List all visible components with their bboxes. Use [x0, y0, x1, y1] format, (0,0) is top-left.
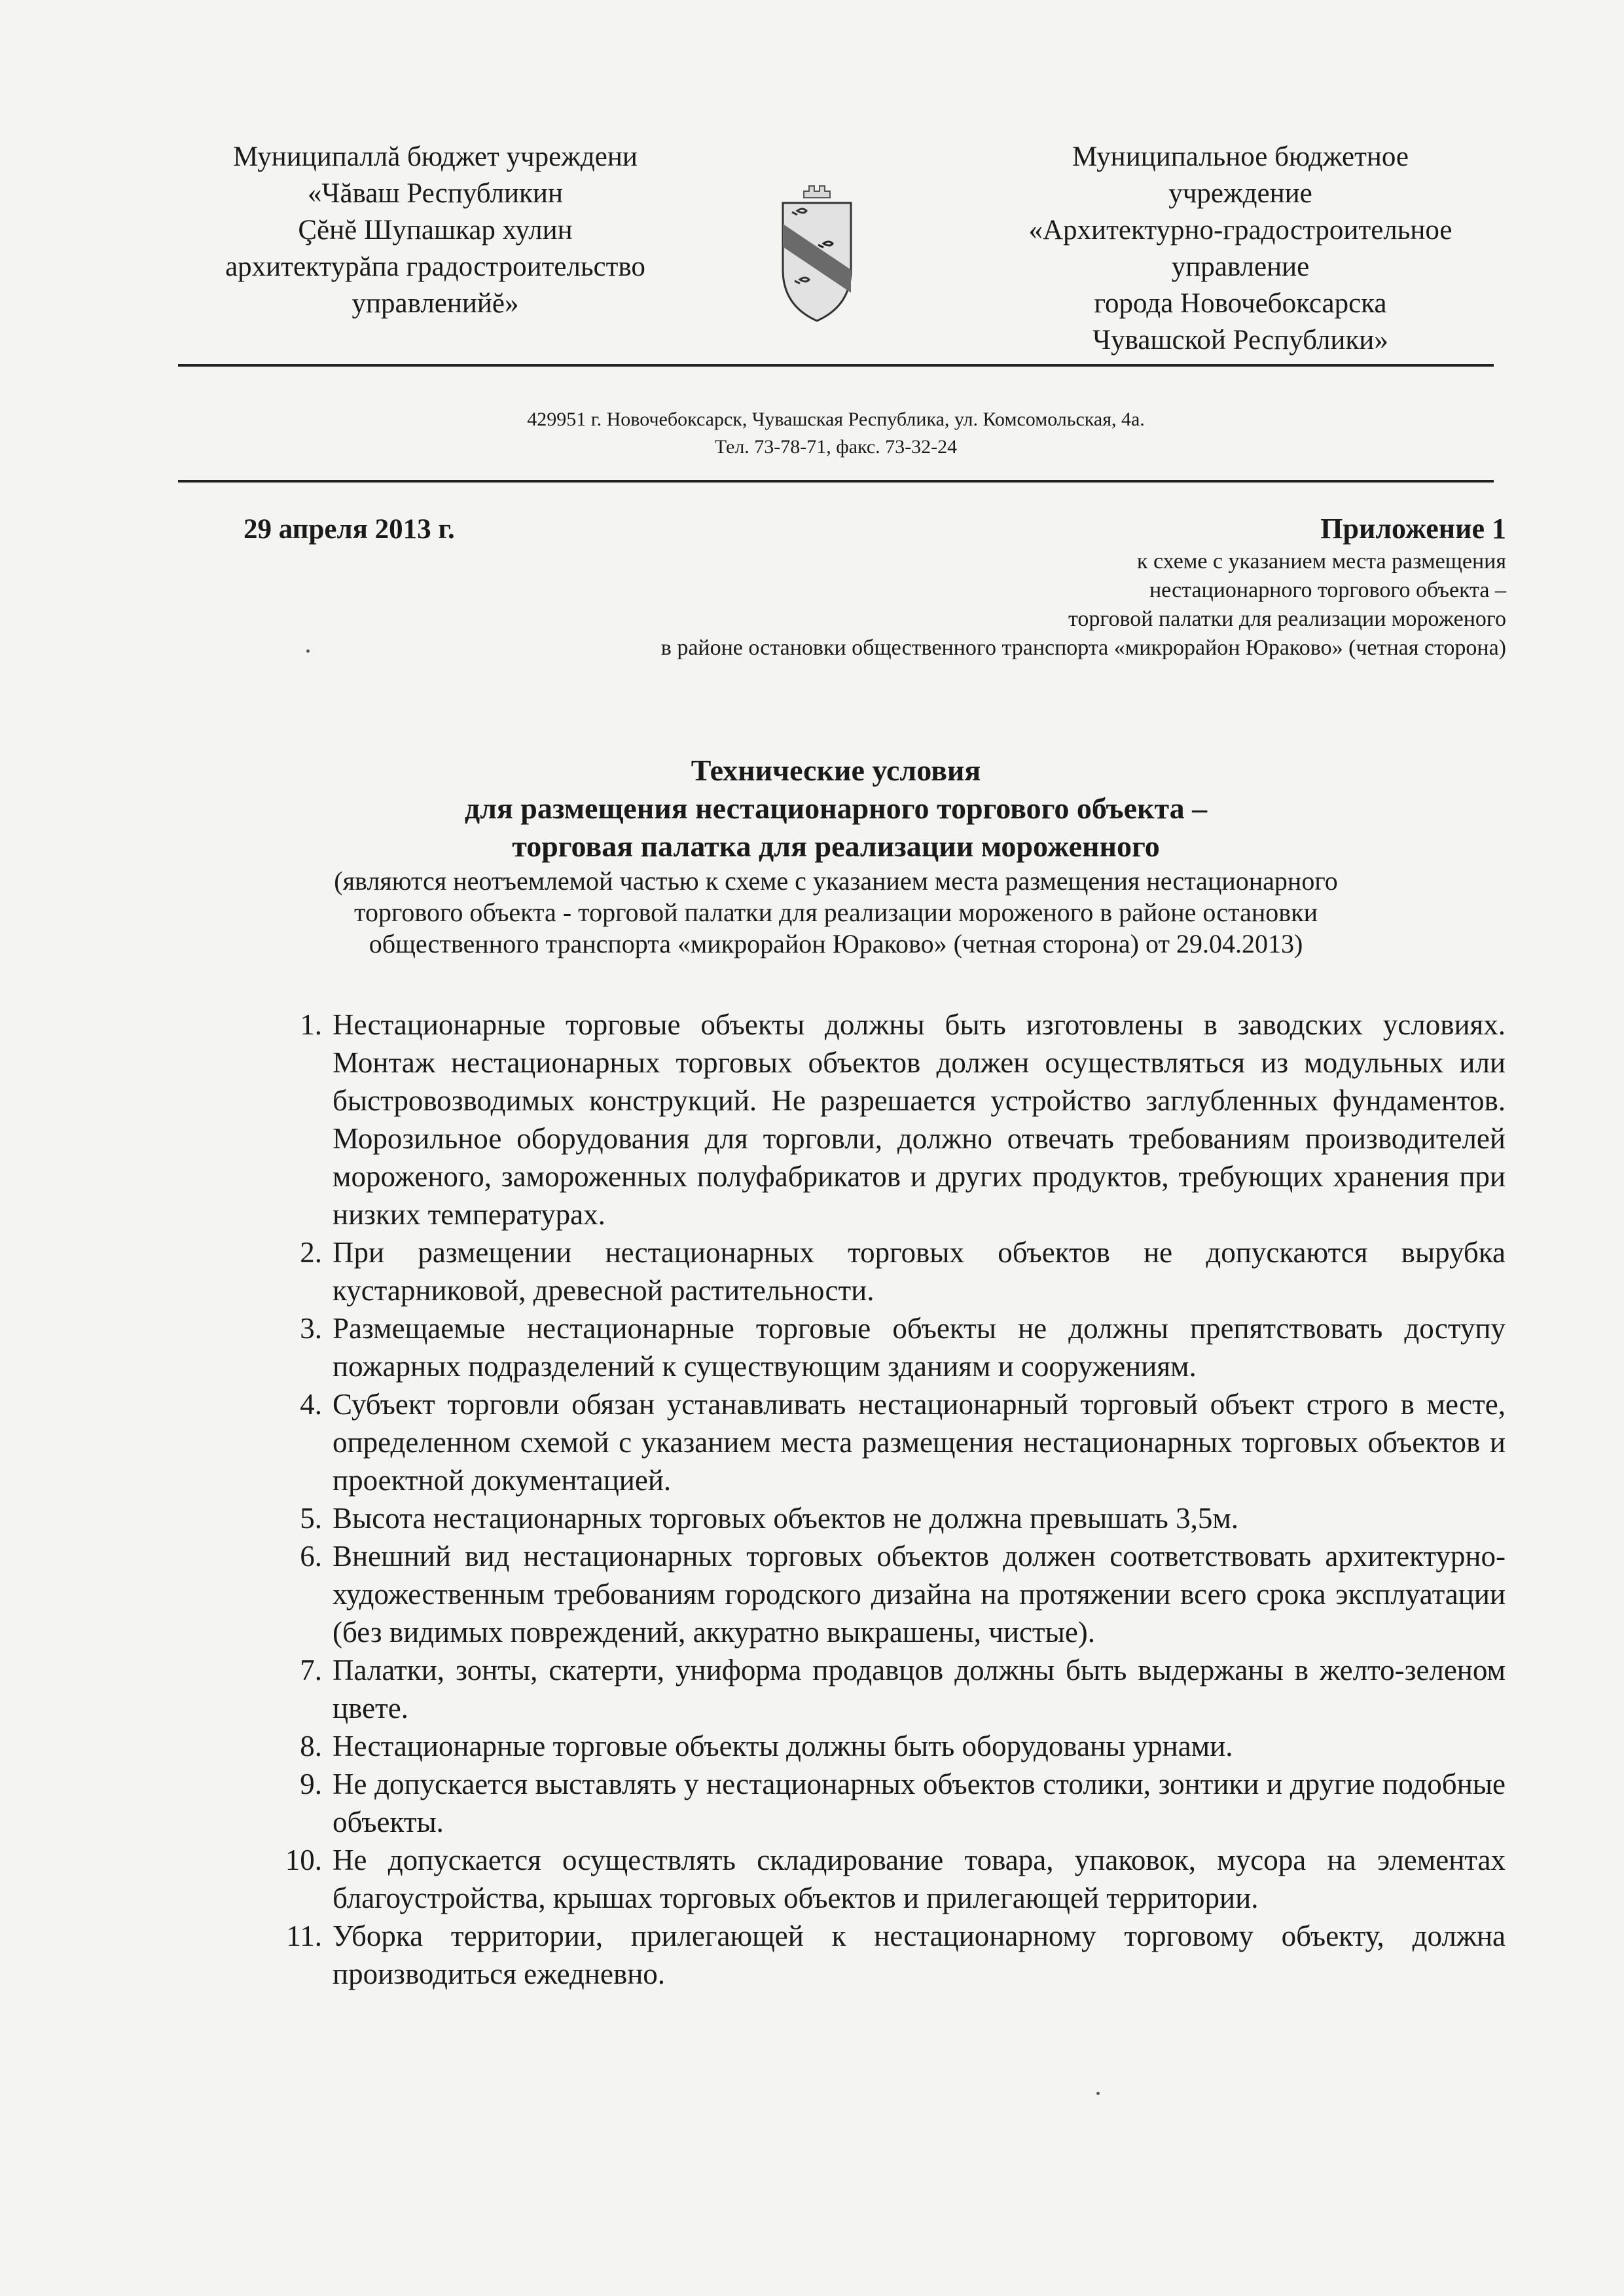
appendix-line: нестационарного торгового объекта –	[1149, 578, 1506, 602]
list-item	[262, 1233, 1506, 1309]
title-line: Технические условия	[691, 754, 981, 787]
item-text: Размещаемые нестационарные торговые объекты не должны препятствовать доступу пожарных подразделений к существующим зданиям и сооружениям.	[333, 1312, 1506, 1383]
item-number: 5.	[300, 1502, 322, 1535]
subtitle-line: торгового объекта - торговой палатки для реализации мороженого в районе остановки	[353, 898, 1318, 927]
header-divider-top	[178, 364, 1494, 367]
conditions-list	[262, 1006, 1506, 1993]
phone-line: Тел. 73-78-71, факс. 73-32-24	[714, 436, 958, 458]
scan-speck	[1096, 2092, 1100, 2095]
item-number: 11.	[286, 1920, 322, 1952]
document-subtitle	[178, 866, 1494, 960]
appendix-title: Приложение 1	[1320, 513, 1506, 545]
header-right-line: управление	[1171, 251, 1310, 282]
header-right-line: города Новочебоксарска	[1094, 288, 1387, 319]
list-item	[262, 1765, 1506, 1841]
list-item	[262, 1309, 1506, 1385]
list-item	[262, 1006, 1506, 1233]
header-right-line: учреждение	[1168, 178, 1312, 209]
item-number: 3.	[300, 1312, 322, 1345]
header-left-line: Муниципаллă бюджет учреждени	[233, 141, 638, 172]
item-number: 6.	[300, 1540, 322, 1573]
subtitle-line: общественного транспорта «микрорайон Юраково» (четная сторона) от 29.04.2013)	[369, 929, 1303, 958]
list-item	[262, 1651, 1506, 1727]
appendix-block	[262, 511, 1506, 663]
item-number: 8.	[300, 1730, 322, 1762]
header-right-line: Чувашской Республики»	[1092, 325, 1388, 355]
address-line: 429951 г. Новочебоксарск, Чувашская Республика, ул. Комсомольская, 4а.	[527, 409, 1145, 430]
header-left-line: Çĕнĕ Шупашкар хулин	[298, 215, 573, 246]
address-block	[178, 406, 1494, 461]
item-text: Уборка территории, прилегающей к нестационарному торговому объекту, должна производиться ежедневно.	[333, 1920, 1506, 1990]
coat-of-arms-icon	[778, 172, 856, 325]
title-line: торговая палатка для реализации мороженного	[512, 829, 1160, 863]
item-text: Палатки, зонты, скатерти, униформа продавцов должны быть выдержаны в желто-зеленом цвете.	[333, 1654, 1506, 1724]
header-right-russian	[969, 139, 1512, 359]
item-text: Не допускается осуществлять складирование товара, упаковок, мусора на элементах благоустройства, крышах торговых объектов и прилегающей территории.	[333, 1844, 1506, 1914]
list-item	[262, 1727, 1506, 1765]
header-divider-bottom	[178, 480, 1494, 483]
item-text: Нестационарные торговые объекты должны быть изготовлены в заводских условиях. Монтаж нестационарных торговых объектов должен осуществляться из модульных или быстровозводимых конструкций. Не разрешается устройство заглубленных фундаментов. Морозильное оборудования для торговли, должно отвечать требованиям производителей мороженого, замороженных полуфабрикатов и других продуктов, требующих хранения при низких температурах.	[333, 1008, 1506, 1231]
header-left-line: управленийĕ»	[352, 288, 519, 319]
title-line: для размещения нестационарного торгового объекта –	[464, 792, 1208, 825]
item-text: При размещении нестационарных торговых объектов не допускаются вырубка кустарниковой, древесной растительности.	[333, 1236, 1506, 1307]
list-item	[262, 1537, 1506, 1651]
item-number: 2.	[300, 1236, 322, 1269]
item-number: 1.	[300, 1008, 322, 1041]
header-right-line: Муниципальное бюджетное	[1072, 141, 1409, 172]
item-text: Субъект торговли обязан устанавливать нестационарный торговый объект строго в месте, определенном схемой с указанием места размещения нестационарных торговых объектов и проектной документацией.	[333, 1388, 1506, 1497]
header-left-line: архитектурăпа градостроительство	[225, 251, 645, 282]
item-text: Не допускается выставлять у нестационарных объектов столики, зонтики и другие подобные объекты.	[333, 1768, 1506, 1838]
document-title	[178, 752, 1494, 866]
item-text: Нестационарные торговые объекты должны быть оборудованы урнами.	[333, 1730, 1233, 1762]
appendix-line: к схеме с указанием места размещения	[1136, 549, 1506, 574]
list-item	[262, 1841, 1506, 1917]
item-number: 7.	[300, 1654, 322, 1686]
item-text: Внешний вид нестационарных торговых объектов должен соответствовать архитектурно-художественным требованиям городского дизайна на протяжении всего срока эксплуатации (без видимых повреждений, аккуратно выкрашены, чистые).	[333, 1540, 1506, 1649]
scan-speck	[306, 649, 310, 653]
subtitle-line: (являются неотъемлемой частью к схеме с указанием места размещения нестационарного	[334, 866, 1338, 896]
appendix-line: в районе остановки общественного транспорта «микрорайон Юраково» (четная сторона)	[660, 636, 1506, 660]
appendix-line: торговой палатки для реализации мороженого	[1068, 607, 1506, 631]
header-left-line: «Чăваш Республикин	[308, 178, 563, 209]
list-item	[262, 1499, 1506, 1537]
item-number: 9.	[300, 1768, 322, 1800]
item-text: Высота нестационарных торговых объектов не должна превышать 3,5м.	[333, 1502, 1239, 1535]
item-number: 4.	[300, 1388, 322, 1421]
list-item	[262, 1917, 1506, 1993]
list-item	[262, 1385, 1506, 1499]
header-right-line: «Архитектурно-градостроительное	[1028, 215, 1453, 246]
item-number: 10.	[285, 1844, 322, 1876]
document-date: 29 апреля 2013 г.	[244, 514, 455, 545]
header-left-chuvash	[164, 139, 707, 322]
